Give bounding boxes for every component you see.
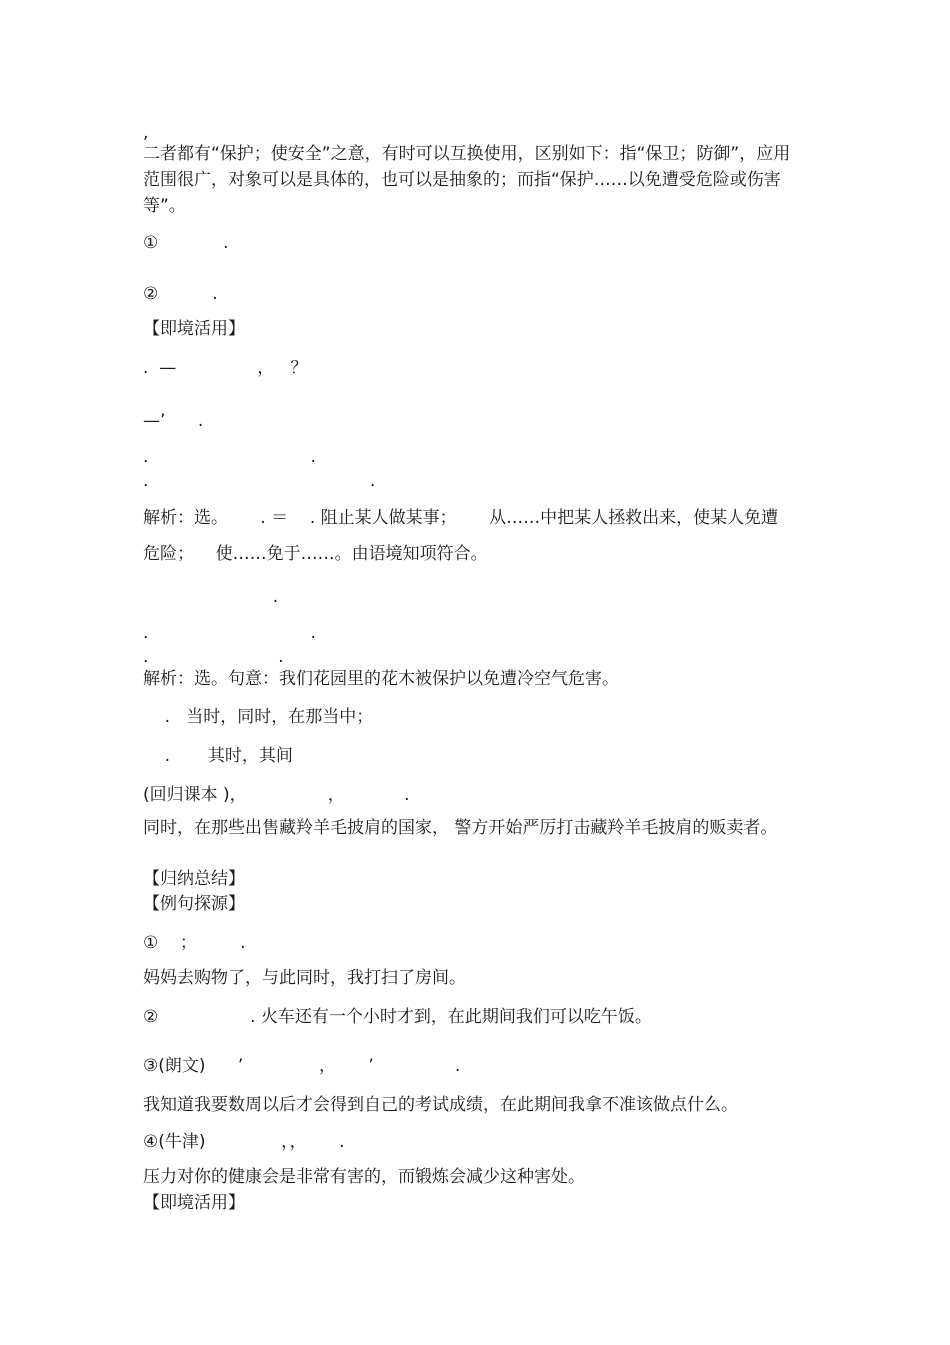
- analysis-1-continued: 危险； 使……免于……。由语境知项符合。: [143, 544, 488, 564]
- option-line-3: . .: [143, 623, 316, 643]
- definition-1: . 当时，同时，在那当中；: [143, 707, 374, 727]
- option-line-1: . .: [143, 447, 316, 467]
- section-heading-practice: 【即境活用】: [143, 319, 245, 339]
- option-line-2: . .: [143, 471, 376, 491]
- example-translation-1: 妈妈去购物了，与此同时，我打扫了房间。: [143, 968, 466, 988]
- example-sentence-2: ② . 火车还有一个小时才到，在此期间我们可以吃午饭。: [143, 1007, 652, 1027]
- question-1: . — ， ？: [143, 358, 308, 378]
- example-sentence-3: ③(朗文) ’ ， ’ .: [143, 1056, 461, 1076]
- option-line-4: . .: [143, 647, 284, 667]
- textbook-translation: 同时，在那些出售藏羚羊毛披肩的国家， 警方开始严厉打击藏羚羊毛披肩的贩卖者。: [143, 818, 778, 838]
- example-sentence-1: ① ； .: [143, 933, 246, 953]
- definition-2: . 其时，其间: [143, 746, 293, 766]
- text-line-comma: ,: [143, 123, 149, 143]
- section-heading-summary: 【归纳总结】: [143, 869, 245, 889]
- section-heading-practice-2: 【即境活用】: [143, 1193, 245, 1213]
- example-2: ② .: [143, 284, 218, 304]
- question-1-continued: —’ .: [143, 411, 204, 431]
- explanation-paragraph: 二者都有“保护；使安全”之意，有时可以互换使用，区别如下：指“保卫；防御”，应用范围很广，对象可以是具体的，也可以是抽象的；而指“保护……以免遭受危险或伤害等”。: [143, 144, 791, 216]
- example-1: ① .: [143, 233, 229, 253]
- example-translation-4: 压力对你的健康会是非常有害的，而锻炼会减少这种害处。: [143, 1167, 585, 1187]
- textbook-sentence: (回归课本 )， ， .: [143, 785, 410, 805]
- section-heading-examples: 【例句探源】: [143, 894, 245, 914]
- question-2: .: [143, 587, 279, 607]
- example-sentence-4: ④(牛津) ，， .: [143, 1132, 345, 1152]
- example-translation-3: 我知道我要数周以后才会得到自己的考试成绩，在此期间我拿不准该做点什么。: [143, 1095, 738, 1115]
- analysis-1: 解析：选。 . ＝ . 阻止某人做某事； 从……中把某人拯救出来，使某人免遭: [143, 508, 779, 528]
- analysis-2: 解析：选。句意：我们花园里的花木被保护以免遭冷空气危害。: [143, 669, 619, 689]
